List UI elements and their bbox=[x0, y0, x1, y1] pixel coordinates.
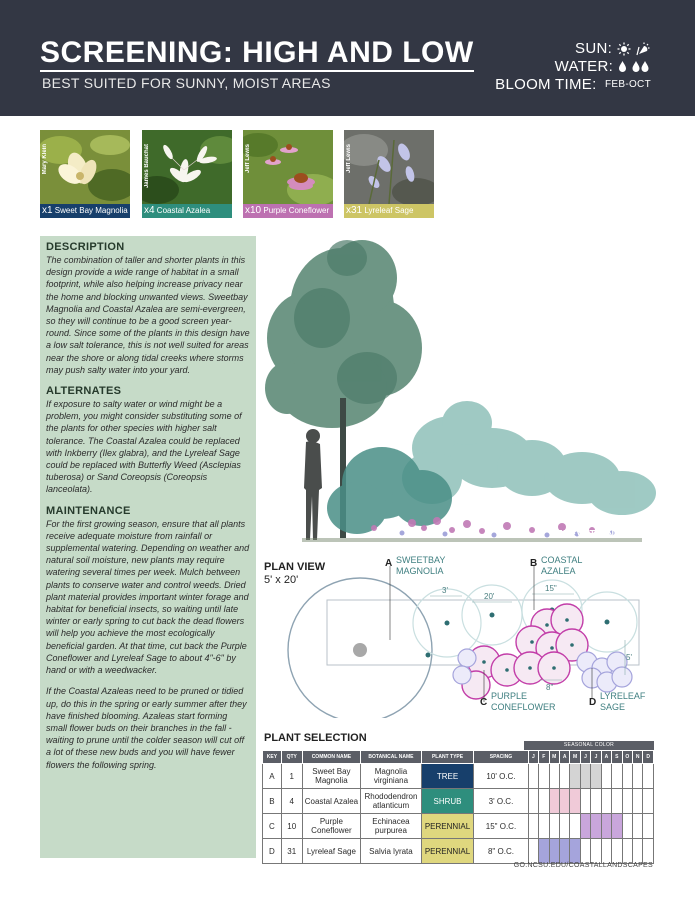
col-qty: QTY bbox=[281, 751, 302, 764]
description-text: The combination of taller and shorter plants in this design provide a wide range of habitat in a small footprint, while also helping increase privacy near the home and blocking unwanted views. Sweetbay Magnolia and Coastal Azalea are semi-evergreen, so they will continue to be a good screen year-round. Since some of the plants in this design have a low salt tolerance, this is not well suited for areas near the shore or along tidal creeks where storms may push salty water into your yard. bbox=[46, 255, 250, 375]
col-month: A bbox=[601, 751, 611, 764]
water-drop-icon bbox=[618, 60, 627, 73]
cell-botanical-name: Rhododendron atlanticum bbox=[361, 789, 422, 814]
bloom-cell bbox=[591, 814, 601, 839]
bloom-cell bbox=[528, 764, 538, 789]
bloom-cell bbox=[570, 839, 580, 864]
header-banner bbox=[0, 0, 695, 116]
col-plant-type: PLANT TYPE bbox=[421, 751, 474, 764]
cell-botanical-name: Echinacea purpurea bbox=[361, 814, 422, 839]
description-heading: DESCRIPTION bbox=[46, 241, 125, 253]
bloom-cell bbox=[622, 839, 632, 864]
table-row bbox=[263, 839, 654, 864]
bloom-cell bbox=[559, 789, 569, 814]
col-spacing: SPACING bbox=[474, 751, 528, 764]
bloom-cell bbox=[622, 789, 632, 814]
plan-label-c-line1: PURPLE bbox=[491, 691, 528, 701]
bloom-cell bbox=[528, 839, 538, 864]
page-subtitle: BEST SUITED FOR SUNNY, MOIST AREAS bbox=[42, 75, 331, 91]
photo-quantity: x1 bbox=[42, 205, 53, 216]
bloom-cell bbox=[580, 839, 590, 864]
photo-sweet-bay-magnolia bbox=[40, 130, 130, 218]
photo-purple-coneflower bbox=[243, 130, 333, 218]
bloom-cell bbox=[612, 839, 622, 864]
plan-view-diagram bbox=[262, 550, 657, 718]
page-title: SCREENING: HIGH AND LOW bbox=[40, 36, 474, 72]
footer-url: GO.NCSU.EDU/COASTALLANDSCAPES bbox=[513, 862, 653, 869]
bloom-cell bbox=[601, 839, 611, 864]
photo-credit: Mary Klein bbox=[42, 144, 48, 175]
photo-quantity: x4 bbox=[144, 205, 155, 216]
alternates-heading: ALTERNATES bbox=[46, 385, 122, 398]
cell-common-name: Lyreleaf Sage bbox=[302, 839, 360, 864]
bloom-cell bbox=[549, 814, 559, 839]
col-month: J bbox=[528, 751, 538, 764]
photo-plant-name: Lyreleaf Sage bbox=[364, 206, 414, 215]
bloom-cell bbox=[539, 764, 549, 789]
table-row bbox=[263, 814, 654, 839]
bloom-cell bbox=[643, 814, 654, 839]
cell-qty: 4 bbox=[281, 789, 302, 814]
bloom-cell bbox=[528, 814, 538, 839]
bloom-cell bbox=[549, 839, 559, 864]
bloom-cell bbox=[528, 789, 538, 814]
bloom-cell bbox=[633, 764, 643, 789]
cell-common-name: Sweet Bay Magnolia bbox=[302, 764, 360, 789]
photo-plant-name: Purple Coneflower bbox=[263, 206, 330, 215]
cell-botanical-name: Magnolia virginiana bbox=[361, 764, 422, 789]
bloom-cell bbox=[612, 764, 622, 789]
bloom-cell bbox=[580, 764, 590, 789]
bloom-cell bbox=[601, 789, 611, 814]
azalea-photo bbox=[142, 130, 232, 204]
bloom-cell bbox=[580, 814, 590, 839]
plan-label-d-line2: SAGE bbox=[600, 702, 626, 712]
bloom-cell bbox=[591, 839, 601, 864]
bloom-cell bbox=[570, 764, 580, 789]
plan-view-heading: PLAN VIEW bbox=[264, 561, 326, 573]
bloom-cell bbox=[539, 839, 549, 864]
cell-plant-type: PERENNIAL bbox=[421, 814, 474, 839]
col-month: S bbox=[612, 751, 622, 764]
alternates-text: If exposure to salty water or wind might be a problem, you might consider substituting some of the plants for other species with higher salt tolerance. The Coastal Azalea could be replaced with Inkberry (Ilex glabra), and the Lyreleaf Sage could be replaced with Butterfly Weed (Asclepias tuberosa) or Sand Coreopsis (Coreopsis lanceolata). bbox=[46, 399, 242, 495]
cell-plant-type: PERENNIAL bbox=[421, 839, 474, 864]
maintenance-heading: MAINTENANCE bbox=[46, 504, 131, 517]
photo-lyreleaf-sage bbox=[344, 130, 434, 218]
col-month: O bbox=[622, 751, 632, 764]
plant-selection-title: PLANT SELECTION bbox=[264, 732, 367, 744]
cell-plant-type: SHRUB bbox=[421, 789, 474, 814]
cell-key: C bbox=[263, 814, 282, 839]
plan-label-b-line2: AZALEA bbox=[541, 566, 576, 576]
col-month: N bbox=[633, 751, 643, 764]
bloom-cell bbox=[559, 814, 569, 839]
elevation-view-label: ELEVATION VIEW bbox=[556, 529, 645, 540]
col-botanical-name: BOTANICAL NAME bbox=[361, 751, 422, 764]
cell-key: D bbox=[263, 839, 282, 864]
photo-quantity: x10 bbox=[245, 205, 262, 216]
plan-key-a: A bbox=[385, 558, 393, 569]
water-row bbox=[555, 58, 651, 76]
water-label: WATER: bbox=[554, 58, 614, 75]
photo-plant-name: Sweet Bay Magnolia bbox=[54, 206, 128, 215]
sage-photo bbox=[344, 130, 434, 204]
cell-key: A bbox=[263, 764, 282, 789]
bloom-cell bbox=[601, 764, 611, 789]
dim-20ft: 20' bbox=[484, 592, 495, 601]
dim-3ft: 3' bbox=[442, 586, 448, 595]
photo-caption bbox=[142, 204, 232, 218]
col-month: A bbox=[559, 751, 569, 764]
plan-key-c: C bbox=[480, 697, 488, 708]
dim-8in: 8" bbox=[546, 683, 554, 692]
sun-label: SUN: bbox=[575, 40, 613, 57]
bloom-cell bbox=[643, 839, 654, 864]
bloom-cell bbox=[539, 789, 549, 814]
bloom-time-row bbox=[495, 76, 651, 94]
cell-qty: 10 bbox=[281, 814, 302, 839]
photo-credit: James Bauchat bbox=[144, 144, 150, 189]
col-month: J bbox=[580, 751, 590, 764]
info-sidebar bbox=[40, 236, 256, 858]
bloom-cell bbox=[570, 814, 580, 839]
bloom-cell bbox=[591, 764, 601, 789]
bloom-cell bbox=[559, 839, 569, 864]
cell-common-name: Coastal Azalea bbox=[302, 789, 360, 814]
cell-qty: 1 bbox=[281, 764, 302, 789]
bloom-cell bbox=[591, 789, 601, 814]
bloom-cell bbox=[622, 814, 632, 839]
bloom-cell bbox=[643, 764, 654, 789]
plant-selection-table bbox=[262, 750, 654, 864]
col-key: KEY bbox=[263, 751, 282, 764]
plan-label-d-line1: LYRELEAF bbox=[600, 691, 646, 701]
magnolia-photo bbox=[40, 130, 130, 204]
bloom-cell bbox=[622, 764, 632, 789]
bloom-cell bbox=[539, 814, 549, 839]
cell-spacing: 3' O.C. bbox=[474, 789, 528, 814]
cell-key: B bbox=[263, 789, 282, 814]
col-month: J bbox=[591, 751, 601, 764]
partial-sun-icon bbox=[635, 42, 651, 56]
plan-key-b: B bbox=[530, 558, 538, 569]
col-month: M bbox=[570, 751, 580, 764]
bloom-cell bbox=[633, 814, 643, 839]
bloom-cell bbox=[612, 814, 622, 839]
photo-quantity: x31 bbox=[346, 205, 363, 216]
table-row bbox=[263, 789, 654, 814]
photo-credit: Jeff Lewis bbox=[346, 144, 352, 174]
bloom-cell bbox=[580, 789, 590, 814]
sun-icon bbox=[617, 42, 631, 56]
col-month: M bbox=[549, 751, 559, 764]
bloom-time-value: FEB-OCT bbox=[605, 79, 651, 90]
bloom-cell bbox=[633, 839, 643, 864]
photo-credit: Jeff Lewis bbox=[245, 144, 251, 174]
bloom-cell bbox=[643, 789, 654, 814]
double-water-drop-icon bbox=[631, 60, 651, 73]
bloom-cell bbox=[612, 789, 622, 814]
dim-15in: 15" bbox=[545, 584, 557, 593]
photo-caption bbox=[344, 204, 434, 218]
elevation-view-illustration bbox=[262, 228, 657, 546]
photo-caption bbox=[40, 204, 130, 218]
bloom-cell bbox=[601, 814, 611, 839]
photo-caption bbox=[243, 204, 333, 218]
plan-view-size: 5' x 20' bbox=[264, 574, 299, 586]
plan-label-a-line1: SWEETBAY bbox=[396, 555, 446, 565]
cell-qty: 31 bbox=[281, 839, 302, 864]
bloom-time-label: BLOOM TIME: bbox=[495, 76, 597, 94]
plan-key-d: D bbox=[589, 697, 597, 708]
col-month: F bbox=[539, 751, 549, 764]
table-row bbox=[263, 764, 654, 789]
plan-label-c-line2: CONEFLOWER bbox=[491, 702, 556, 712]
person-silhouette bbox=[304, 429, 322, 540]
maintenance-text: For the first growing season, ensure that all plants receive adequate moisture from rainfall or supplemental watering. Depending on weather and natural soil moisture, new plants may require watering several times per week. Mulch between plants to conserve water and control weeds. Dried plant material provides important winter forage and habitat for beneficial insects, so waiting until late winter or early spring to cut back the dead flowers will help you achieve the most ecologically beneficial garden. At that time, cut back the Purple Coneflower and Lyreleaf Sage to about 4"-6" by hand or with a weedwacker. bbox=[46, 518, 250, 676]
seasonal-color-header: SEASONAL COLOR bbox=[524, 741, 654, 750]
bloom-cell bbox=[549, 789, 559, 814]
photo-plant-name: Coastal Azalea bbox=[156, 206, 211, 215]
coneflower-photo bbox=[243, 130, 333, 204]
cell-plant-type: TREE bbox=[421, 764, 474, 789]
bloom-cell bbox=[559, 764, 569, 789]
bloom-cell bbox=[549, 764, 559, 789]
bloom-cell bbox=[633, 789, 643, 814]
cell-common-name: Purple Coneflower bbox=[302, 814, 360, 839]
plan-label-a-line2: MAGNOLIA bbox=[396, 566, 444, 576]
maintenance-text-pruning: If the Coastal Azaleas need to be pruned or tidied up, do this in the spring or early summer after they have finished blooming. Azaleas start forming small flower buds on their branches in the fall - waiting to prune until the colder season will cut off a lot of these new buds and you will have fewer flowers the following spring. bbox=[46, 686, 247, 770]
dim-5ft: 5' bbox=[626, 653, 632, 662]
cell-spacing: 8" O.C. bbox=[474, 839, 528, 864]
plan-label-b-line1: COASTAL bbox=[541, 555, 583, 565]
photo-coastal-azalea bbox=[142, 130, 232, 218]
col-common-name: COMMON NAME bbox=[302, 751, 360, 764]
cell-spacing: 15" O.C. bbox=[474, 814, 528, 839]
sun-row bbox=[575, 40, 651, 58]
col-month: D bbox=[643, 751, 654, 764]
cell-botanical-name: Salvia lyrata bbox=[361, 839, 422, 864]
bloom-cell bbox=[570, 789, 580, 814]
table-header-row bbox=[263, 751, 654, 764]
cell-spacing: 10' O.C. bbox=[474, 764, 528, 789]
